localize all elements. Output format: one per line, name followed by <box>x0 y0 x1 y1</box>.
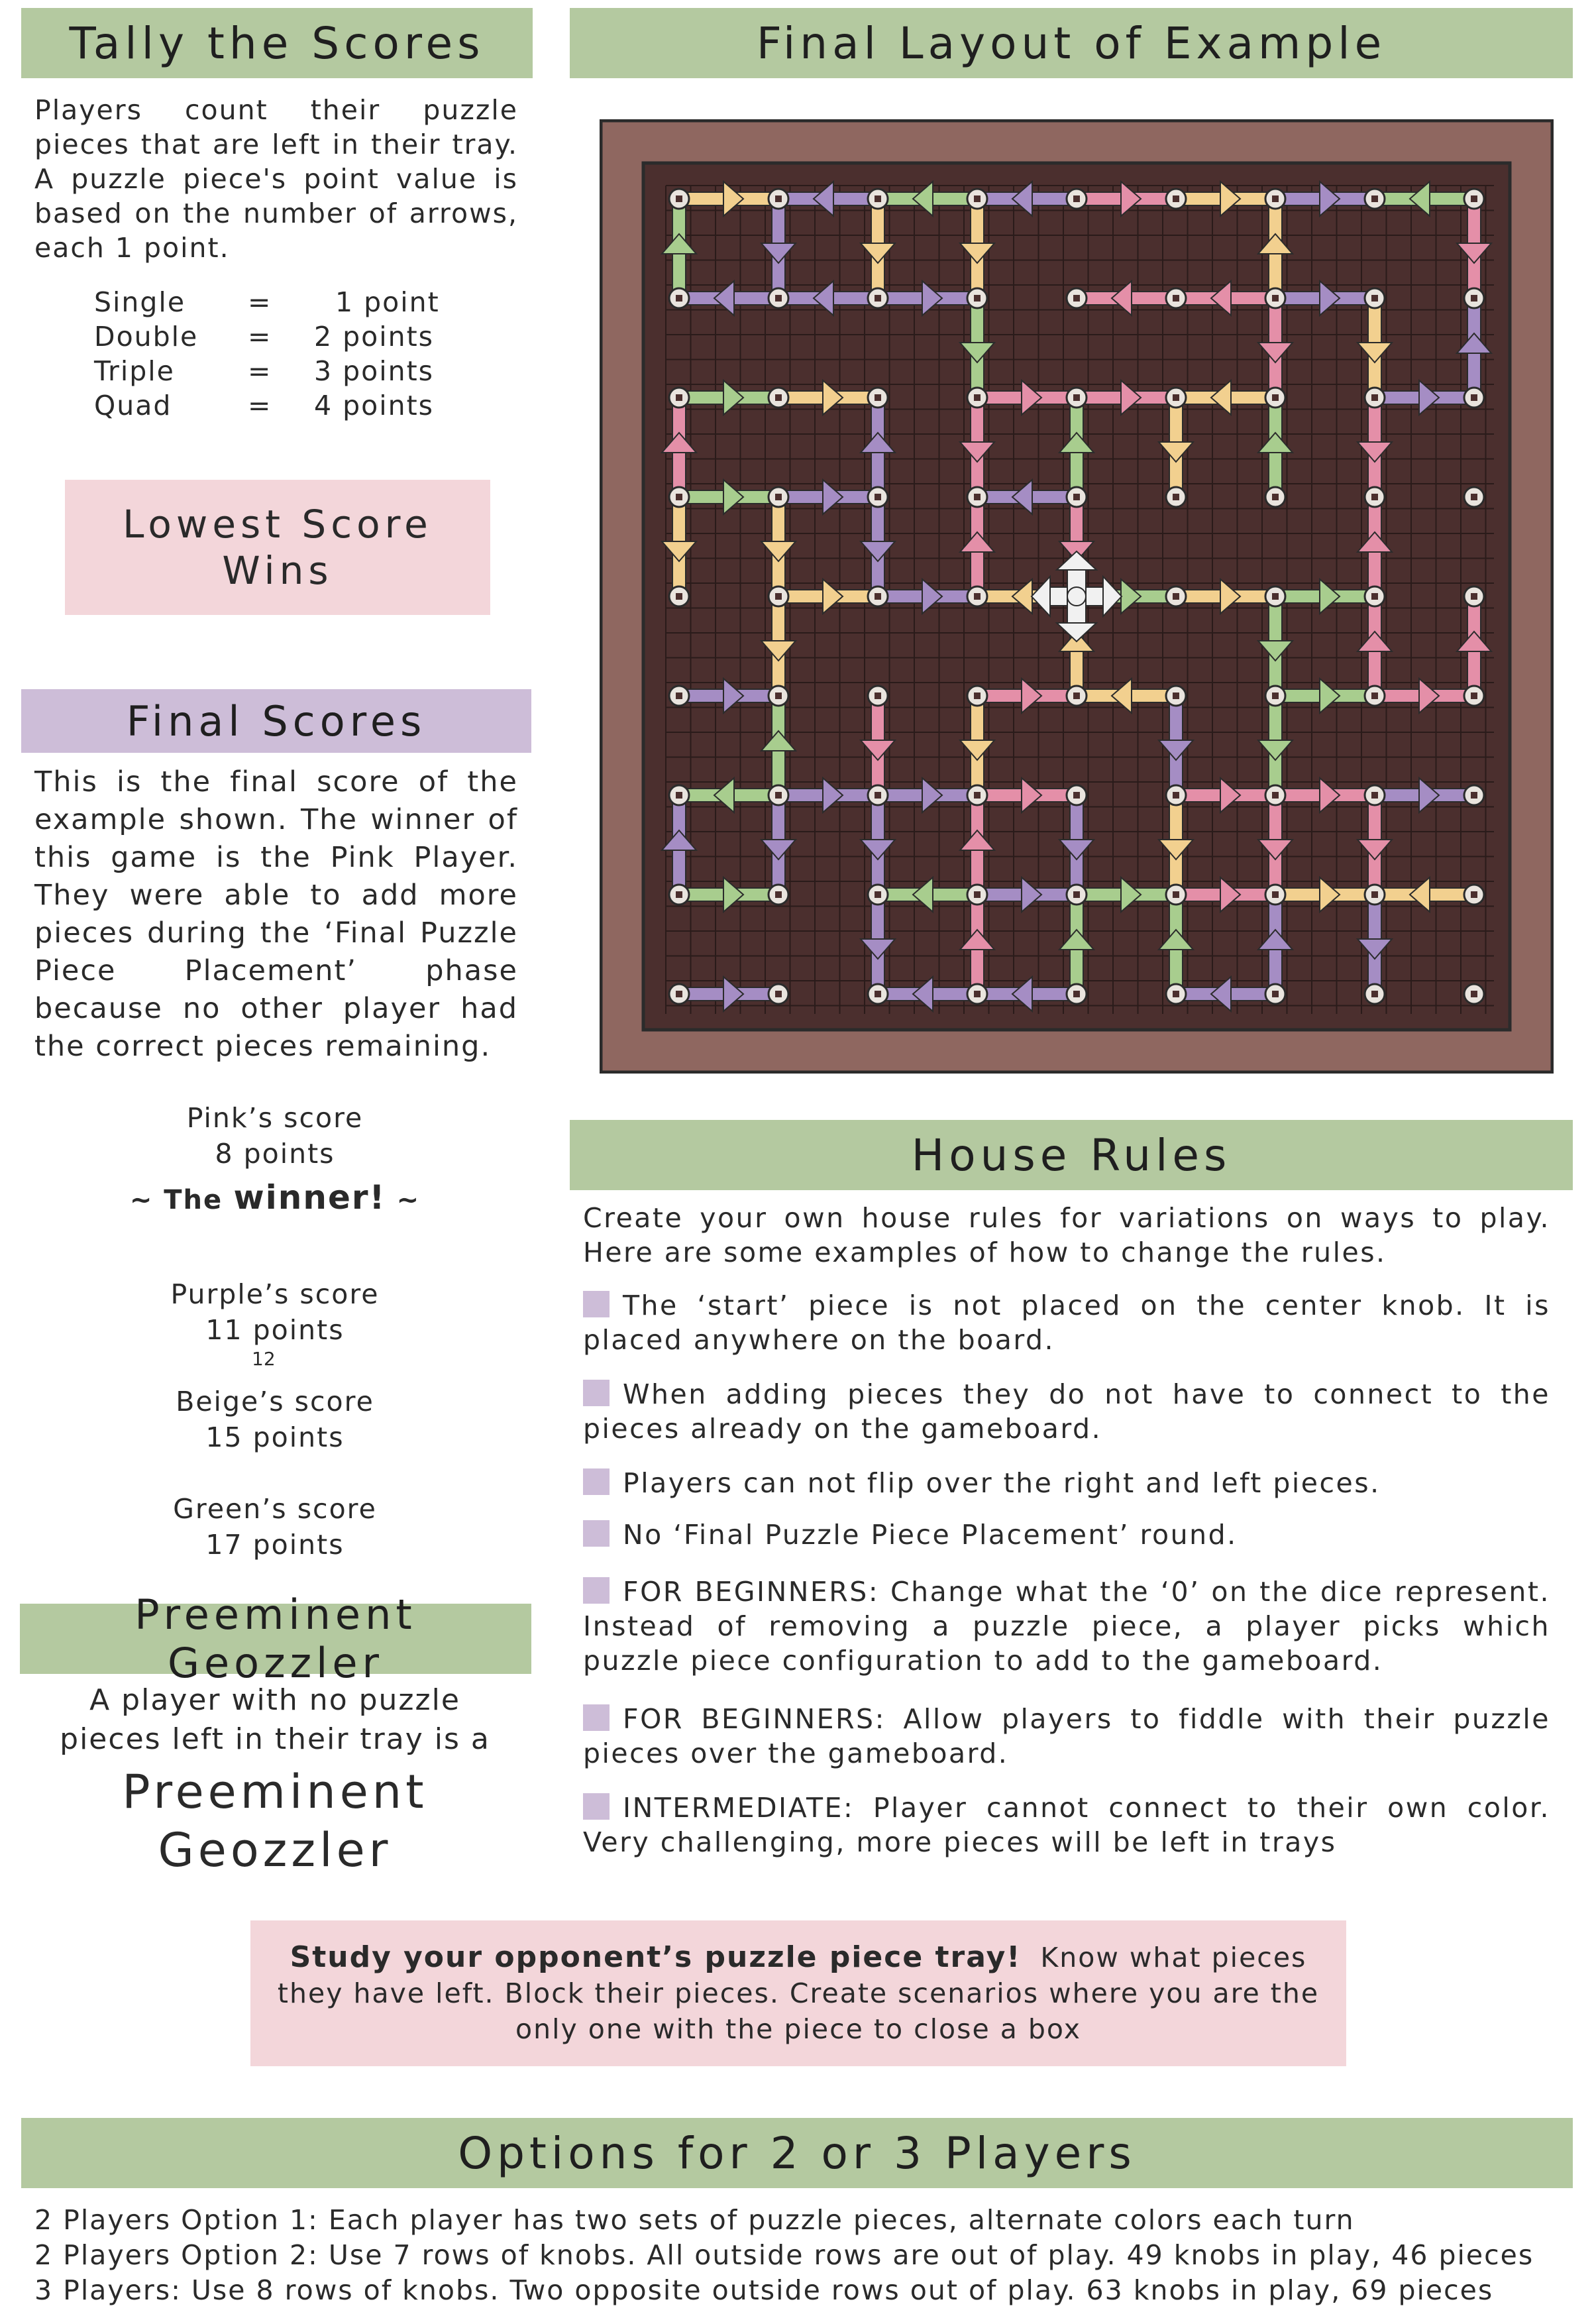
knob-hole <box>1471 195 1477 202</box>
knob-hole <box>1073 891 1080 898</box>
bullet-square <box>583 1793 610 1820</box>
winner-prefix: ~ The <box>129 1185 223 1215</box>
points-row: Double = 2 points <box>94 321 435 353</box>
option-line-3: 3 Players: Use 8 rows of knobs. Two opposite outside rows out of play. 63 knobs in play, 69 pieces <box>34 2274 1494 2306</box>
knob-hole <box>676 394 682 401</box>
knob-hole <box>775 692 782 699</box>
knob-hole <box>775 792 782 799</box>
knob-hole <box>1371 792 1378 799</box>
knob-hole <box>875 692 881 699</box>
purple-score-label: Purple’s score <box>170 1278 380 1310</box>
knob-hole <box>1471 692 1477 699</box>
pink-score-points: 8 points <box>215 1138 335 1170</box>
knob-hole <box>1371 991 1378 997</box>
example-board <box>600 119 1554 1074</box>
knob-hole <box>1371 394 1378 401</box>
knob-hole <box>1073 394 1080 401</box>
knob-hole <box>1173 692 1179 699</box>
knob-hole <box>1471 991 1477 997</box>
knob-hole <box>1371 692 1378 699</box>
knob-hole <box>974 692 981 699</box>
knob-hole <box>875 295 881 302</box>
knob-hole <box>775 593 782 600</box>
knob-hole <box>676 295 682 302</box>
knob-hole <box>1272 891 1279 898</box>
lowest-line2: Wins <box>222 548 333 593</box>
knob-hole <box>1272 494 1279 500</box>
knob-hole <box>775 295 782 302</box>
knob-hole <box>1173 593 1179 600</box>
knob-hole <box>875 494 881 500</box>
knob-hole <box>775 394 782 401</box>
tally-title: Tally the Scores <box>21 8 533 78</box>
knob-hole <box>1272 394 1279 401</box>
knob-hole <box>875 593 881 600</box>
lowest-line1: Lowest Score <box>123 502 433 547</box>
layout-title: Final Layout of Example <box>570 8 1573 78</box>
knob-hole <box>1173 394 1179 401</box>
house-rule-7: INTERMEDIATE: Player cannot connect to their own color. Very challenging, more pieces will be left in trays <box>583 1792 1550 1858</box>
knob-hole <box>1471 891 1477 898</box>
knob-hole <box>1073 494 1080 500</box>
knob-hole <box>875 195 881 202</box>
knob-hole <box>1371 295 1378 302</box>
tip-bold: Study your opponent’s puzzle piece tray! <box>290 1940 1022 1974</box>
final-scores-title: Final Scores <box>21 689 531 753</box>
bullet-square <box>583 1704 610 1731</box>
knob-hole <box>974 593 981 600</box>
knob-hole <box>775 991 782 997</box>
points-row: Single = 1 point <box>94 286 440 318</box>
knob-hole <box>1173 891 1179 898</box>
house-rule-4: No ‘Final Puzzle Piece Placement’ round. <box>583 1518 1550 1552</box>
knob-hole <box>1073 792 1080 799</box>
geozzler-line2: pieces left in their tray is a <box>60 1722 490 1756</box>
knob-hole <box>1173 991 1179 997</box>
knob-hole <box>1272 692 1279 699</box>
house-rule-6: FOR BEGINNERS: Allow players to fiddle with their puzzle pieces over the gameboard. <box>583 1703 1550 1769</box>
knob-hole <box>1471 494 1477 500</box>
points-row: Quad = 4 points <box>94 390 435 421</box>
winner-suffix: ~ <box>396 1185 421 1215</box>
knob-hole <box>775 891 782 898</box>
knob-hole <box>1471 394 1477 401</box>
geozzler-title: Preeminent Geozzler <box>20 1604 531 1674</box>
house-rule-1: The ‘start’ piece is not placed on the center knob. It is placed anywhere on the board. <box>583 1290 1550 1356</box>
tally-text: Players count their puzzle pieces that are left in their tray. A puzzle piece's point value is based on the number of arrows, each 1 point. <box>34 94 518 264</box>
bullet-square <box>583 1520 610 1547</box>
knob-hole <box>974 494 981 500</box>
tip-rest3: only one with the piece to close a box <box>515 2013 1081 2045</box>
geozzler-text <box>27 1681 523 1879</box>
knob-hole <box>1371 593 1378 600</box>
beige-score-points: 15 points <box>205 1421 345 1453</box>
final-scores-text: This is the final score of the example shown. The winner of this game is the Pink Player. They were able to add more pieces during the ‘Final Puzzle Piece Placement’ phase because no other player had the correct pieces remaining. <box>34 765 518 1063</box>
knob-hole <box>1471 792 1477 799</box>
option-line-1: 2 Players Option 1: Each player has two sets of puzzle pieces, alternate colors each turn <box>34 2204 1355 2236</box>
knob-hole <box>676 195 682 202</box>
knob-hole <box>676 792 682 799</box>
knob-hole <box>974 792 981 799</box>
lowest-score-box <box>65 480 490 615</box>
knob-hole <box>974 991 981 997</box>
start-piece-knob <box>1067 587 1086 606</box>
points-row: Triple = 3 points <box>94 355 435 387</box>
knob-hole <box>875 394 881 401</box>
knob-hole <box>676 692 682 699</box>
knob-hole <box>974 891 981 898</box>
geozzler-big1: Preeminent <box>122 1765 428 1819</box>
tip-rest1: Know what pieces <box>1040 1942 1307 1973</box>
winner-word: winner! <box>233 1178 386 1217</box>
bullet-square <box>583 1380 610 1406</box>
knob-hole <box>1272 991 1279 997</box>
purple-score-points: 11 points <box>205 1314 345 1346</box>
green-score-label: Green’s score <box>173 1493 377 1525</box>
knob-hole <box>875 891 881 898</box>
knob-hole <box>1471 295 1477 302</box>
knob-hole <box>1272 593 1279 600</box>
knob-hole <box>1073 295 1080 302</box>
bullet-square <box>583 1291 610 1317</box>
knob-hole <box>1073 195 1080 202</box>
knob-hole <box>1471 593 1477 600</box>
knob-hole <box>1173 792 1179 799</box>
tip-rest2: they have left. Block their pieces. Create scenarios where you are the <box>277 1977 1320 2009</box>
knob-hole <box>875 792 881 799</box>
knob-hole <box>1173 494 1179 500</box>
knob-hole <box>1371 195 1378 202</box>
house-rule-2: When adding pieces they do not have to connect to the pieces already on the gameboard. <box>583 1378 1550 1445</box>
knob-hole <box>974 195 981 202</box>
options-title: Options for 2 or 3 Players <box>21 2118 1573 2188</box>
knob-hole <box>676 891 682 898</box>
points-table <box>94 285 440 423</box>
geozzler-big2: Geozzler <box>158 1823 392 1877</box>
house-rules-title: House Rules <box>570 1120 1573 1190</box>
knob-hole <box>974 394 981 401</box>
knob-hole <box>1073 991 1080 997</box>
bullet-square <box>583 1577 610 1604</box>
winner-line <box>73 1180 477 1218</box>
knob-hole <box>775 494 782 500</box>
knob-hole <box>875 991 881 997</box>
option-line-2: 2 Players Option 2: Use 7 rows of knobs. All outside rows are out of play. 49 knobs in play, 46 pieces <box>34 2239 1534 2271</box>
knob-hole <box>974 295 981 302</box>
house-rule-5: FOR BEGINNERS: Change what the ‘0’ on the dice represent. Instead of removing a puzzle piece, a player picks which puzzle piece configuration to add to the gameboard. <box>583 1576 1550 1677</box>
geozzler-line1: A player with no puzzle <box>89 1683 460 1717</box>
knob-hole <box>1173 295 1179 302</box>
house-rule-3: Players can not flip over the right and left pieces. <box>583 1466 1550 1500</box>
knob-hole <box>676 991 682 997</box>
tip-box <box>250 1920 1346 2066</box>
house-rules-intro: Create your own house rules for variations on ways to play. Here are some examples of how to change the rules. <box>583 1202 1550 1268</box>
bullet-square <box>583 1468 610 1495</box>
knob-hole <box>1073 692 1080 699</box>
knob-hole <box>1272 792 1279 799</box>
knob-hole <box>1371 494 1378 500</box>
knob-hole <box>676 494 682 500</box>
beige-score-label: Beige’s score <box>176 1386 374 1417</box>
knob-hole <box>1272 295 1279 302</box>
pink-score-label: Pink’s score <box>186 1102 364 1134</box>
knob-hole <box>1272 195 1279 202</box>
knob-hole <box>775 195 782 202</box>
knob-hole <box>676 593 682 600</box>
knob-hole <box>1173 195 1179 202</box>
green-score-points: 17 points <box>205 1529 345 1561</box>
knob-hole <box>1371 891 1378 898</box>
purple-score-note: 12 <box>252 1348 276 1370</box>
